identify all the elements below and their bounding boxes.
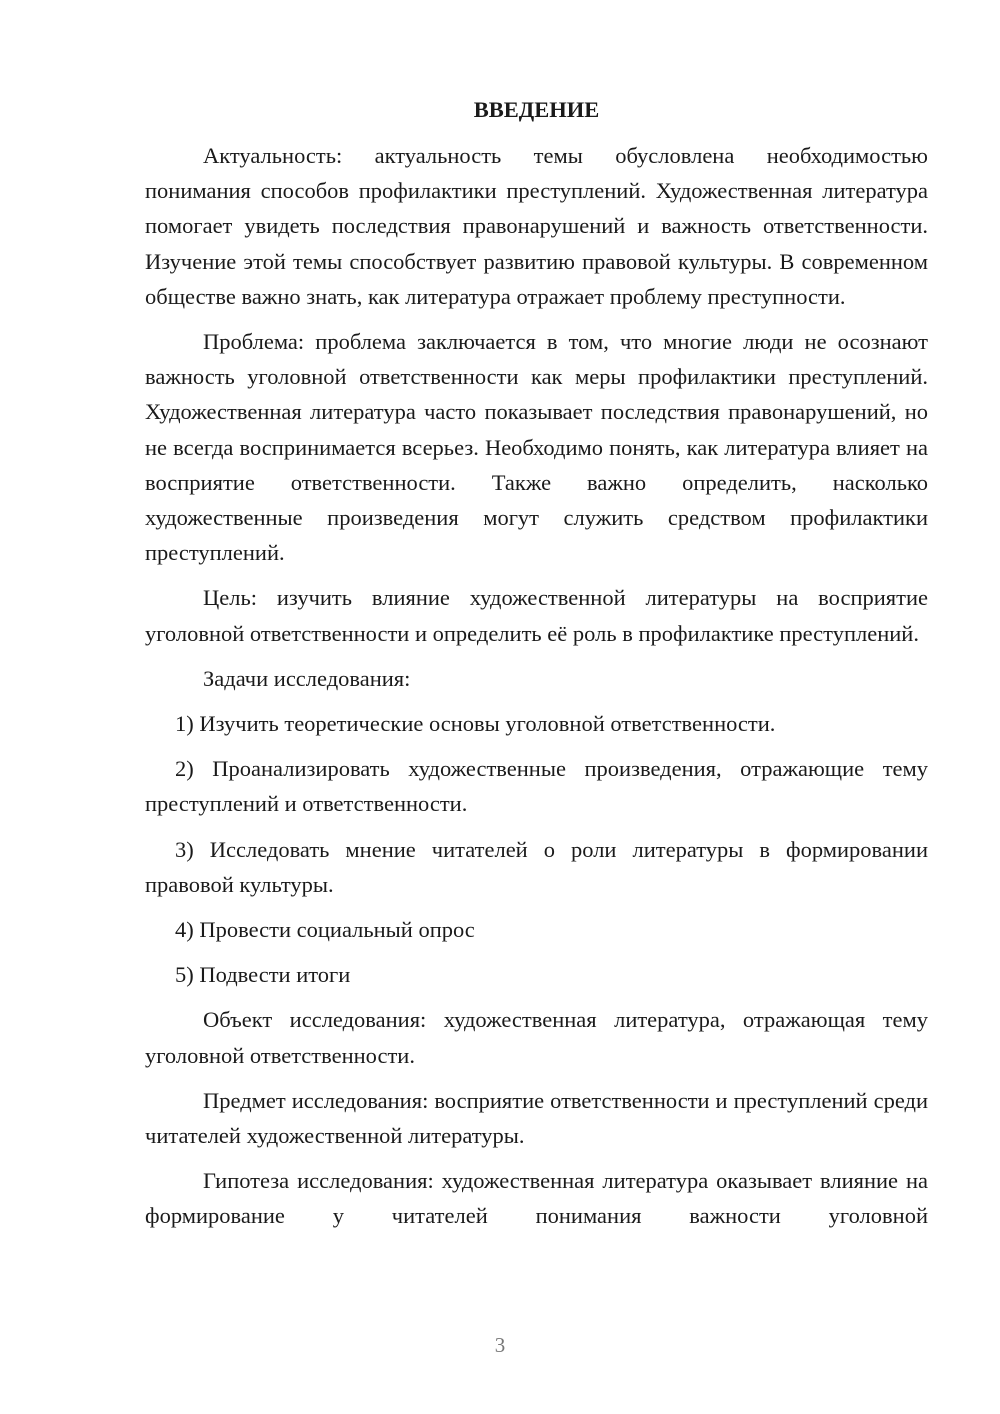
hypothesis-paragraph: Гипотеза исследования: художественная литература оказывает влияние на формирование у читателей понимания важности уголовной xyxy=(145,1168,928,1229)
goal-paragraph: Цель: изучить влияние художественной литературы на восприятие уголовной ответственности и определить её роль в профилактике преступлений. xyxy=(145,585,928,646)
task-item-4: 4) Провести социальный опрос xyxy=(175,917,475,943)
task-item-5: 5) Подвести итоги xyxy=(175,962,351,988)
problem-paragraph: Проблема: проблема заключается в том, что многие люди не осознают важность уголовной ответственности как меры профилактики преступлений. Художественная литература часто показывает последствия правонарушений, но не всегда воспринимается всерьез. Необходимо понять, как литература влияет на восприятие ответственности. Также важно определить, насколько художественные произведения могут служить средством профилактики преступлений. xyxy=(145,329,928,566)
task-item-2: 2) Проанализировать художественные произведения, отражающие тему преступлений и ответственности. xyxy=(145,756,928,817)
task-item-1: 1) Изучить теоретические основы уголовной ответственности. xyxy=(175,711,776,737)
page-number: 3 xyxy=(494,1333,506,1357)
document-page xyxy=(145,92,928,1244)
relevance-paragraph: Актуальность: актуальность темы обусловлена необходимостью понимания способов профилактики преступлений. Художественная литература помогает увидеть последствия правонарушений и важность ответственности. Изучение этой темы способствует развитию правовой культуры. В современном обществе важно знать, как литература отражает проблему преступности. xyxy=(145,143,928,309)
object-paragraph: Объект исследования: художественная литература, отражающая тему уголовной ответственности. xyxy=(145,1007,928,1068)
task-item-3: 3) Исследовать мнение читателей о роли литературы в формировании правовой культуры. xyxy=(145,836,928,897)
section-heading: ВВЕДЕНИЕ xyxy=(473,97,600,122)
subject-paragraph: Предмет исследования: восприятие ответственности и преступлений среди читателей художественной литературы. xyxy=(145,1087,928,1149)
tasks-title: Задачи исследования: xyxy=(203,665,411,691)
